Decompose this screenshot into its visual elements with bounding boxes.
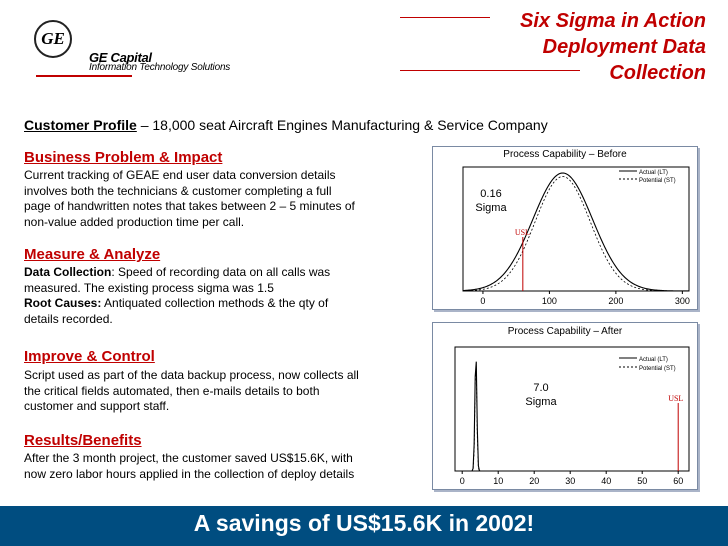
chart-before-sigma-label: Sigma <box>475 202 507 214</box>
problem-line: involves both the technicians & customer completing a full <box>24 183 332 198</box>
x-tick-label: 20 <box>529 476 540 486</box>
x-tick-label: 40 <box>601 476 612 486</box>
legend-potential-label: Potential (ST) <box>639 178 676 184</box>
problem-heading: Business Problem & Impact <box>24 149 223 166</box>
measure-line: Antiquated collection methods & the qty of <box>101 296 329 310</box>
chart-before-usl-label: USL <box>514 228 530 237</box>
data-collection-label: Data Collection <box>24 265 112 279</box>
chart-before-ticks <box>480 291 689 306</box>
root-causes-label: Root Causes: <box>24 296 102 310</box>
results-heading: Results/Benefits <box>24 432 142 449</box>
brand-subtitle: Information Technology Solutions <box>89 62 231 73</box>
chart-after <box>432 322 698 490</box>
measure-line: measured. The existing process sigma was 1.5 <box>24 280 274 295</box>
chart-before-caption: Process Capability – Before <box>503 149 627 160</box>
x-tick-label: 200 <box>608 296 624 306</box>
chart-after-sigma-label: Sigma <box>525 396 557 408</box>
x-tick-label: 10 <box>493 476 504 486</box>
header-rule-top <box>400 17 490 18</box>
measure-text <box>24 265 422 327</box>
ge-logo-text: GE <box>41 29 65 48</box>
title-line-3: Collection <box>609 62 706 84</box>
problem-line: page of handwritten notes that takes between 2 – 5 minutes of <box>24 199 355 213</box>
x-tick-label: 100 <box>541 296 557 306</box>
chart-before-sigma-value: 0.16 <box>480 188 502 200</box>
page-title <box>520 8 706 86</box>
customer-profile-label: Customer Profile <box>24 117 137 133</box>
chart-before-svg <box>433 147 697 309</box>
results-line: now zero labor hours applied in the collection of deploy details <box>24 466 355 481</box>
improve-line: Script used as part of the data backup process, now collects all <box>24 368 359 382</box>
legend-potential-label: Potential (ST) <box>639 366 676 372</box>
x-tick-label: 30 <box>565 476 576 486</box>
problem-line: non-value added production time per call. <box>24 214 245 229</box>
improve-line: the critical fields automated, then e-mails details to both <box>24 383 320 398</box>
chart-before-plot-area <box>463 167 689 291</box>
problem-text <box>24 168 422 230</box>
chart-after-svg <box>433 323 697 489</box>
x-tick-label: 300 <box>674 296 690 306</box>
chart-after-ticks <box>460 471 684 486</box>
measure-heading: Measure & Analyze <box>24 246 161 263</box>
results-text <box>24 451 422 482</box>
brand-name: GE Capital <box>89 50 152 65</box>
header-rule-left <box>36 75 132 77</box>
x-tick-label: 0 <box>480 296 486 306</box>
x-tick-label: 50 <box>637 476 648 486</box>
chart-before <box>432 146 698 310</box>
x-tick-label: 60 <box>673 476 684 486</box>
measure-line: details recorded. <box>24 311 113 326</box>
savings-banner: A savings of US$15.6K in 2002! <box>193 510 535 536</box>
chart-before-sigma <box>467 187 515 215</box>
improve-heading: Improve & Control <box>24 348 155 365</box>
title-line-1: Six Sigma in Action <box>520 10 706 32</box>
legend-actual-label: Actual (LT) <box>639 357 668 363</box>
customer-profile <box>24 117 548 133</box>
chart-after-caption: Process Capability – After <box>507 326 623 337</box>
x-tick-label: 0 <box>459 476 465 486</box>
improve-line: customer and support staff. <box>24 399 170 413</box>
title-line-2: Deployment Data <box>542 36 706 58</box>
legend-actual-label: Actual (LT) <box>639 170 668 176</box>
improve-text <box>24 368 422 415</box>
results-line: After the 3 month project, the customer saved US$15.6K, with <box>24 451 353 465</box>
measure-line: : Speed of recording data on all calls was <box>111 265 331 279</box>
ge-logo <box>34 20 72 58</box>
customer-profile-text: – 18,000 seat Aircraft Engines Manufacturing & Service Company <box>136 117 548 133</box>
chart-after-usl-label: USL <box>668 394 684 403</box>
chart-after-sigma <box>517 381 565 409</box>
problem-line: Current tracking of GEAE end user data conversion details <box>24 168 336 182</box>
chart-after-sigma-value: 7.0 <box>533 382 549 394</box>
